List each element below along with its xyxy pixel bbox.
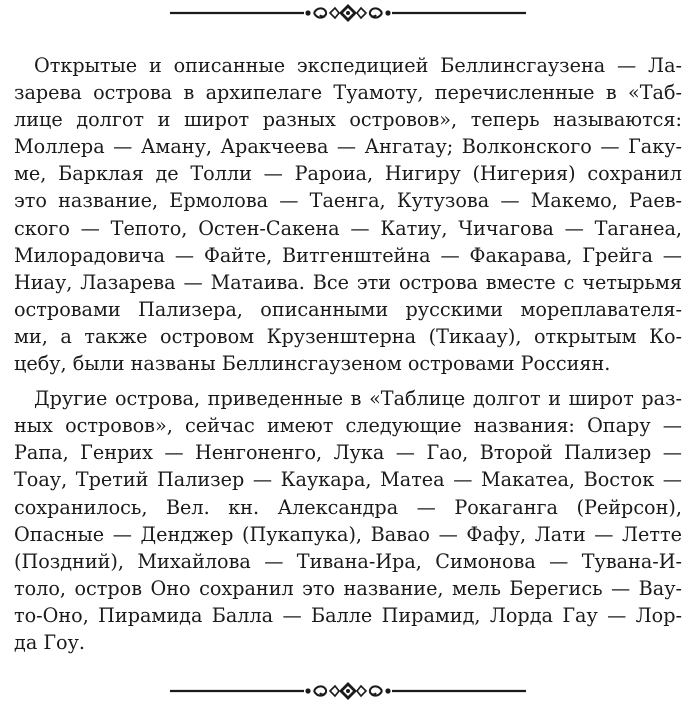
text-line: сохранилось, Вел. кн. Александра — Рокаганга (Рейрсон), <box>14 495 682 519</box>
text-line: Тоау, Третий Пализер — Каукара, Матеа — Макатеа, Восток — <box>14 468 682 492</box>
text-line: это название, Ермолова — Таенга, Кутузова — Макемо, Раев- <box>14 189 682 213</box>
text-line: Другие острова, приведенные в «Таблице долгот и широт раз- <box>34 387 682 411</box>
top-ornament-divider <box>0 2 696 24</box>
ornament-icon <box>168 680 528 702</box>
text-line: лице долгот и широт разных островов», теперь называются: <box>14 108 682 132</box>
text-line: ского — Тепото, Остен-Сакена — Катиу, Чичагова — Таганеа, <box>14 216 682 240</box>
text-line: островами Пализера, описанными русскими мореплавателя- <box>14 297 682 321</box>
bottom-ornament-divider <box>0 680 696 702</box>
text-line: толо, остров Оно сохранил это название, мель Берегись — Вау- <box>14 576 682 600</box>
text-line: Опасные — Денджер (Пукапука), Вавао — Фафу, Лати — Летте <box>14 522 682 546</box>
text-line: Открытые и описанные экспедицией Беллинсгаузена — Ла- <box>34 54 682 77</box>
paragraph-gap <box>14 377 682 385</box>
text-line: Моллера — Аману, Аракчеева — Ангатау; Волконского — Гаку- <box>14 135 682 159</box>
text-line: ми, а также островом Крузенштерна (Тикаау), открытым Ко- <box>14 324 682 348</box>
text-line: ме, Барклая де Толли — Рароиа, Нигиру (Нигерия) сохранил <box>14 162 682 186</box>
ornament-icon <box>168 2 528 24</box>
text-line: (Поздний), Михайлова — Тивана-Ира, Симонова — Тувана-И- <box>14 549 682 573</box>
text-line: зарева острова в архипелаге Туамоту, перечисленные в «Таб- <box>14 81 682 105</box>
paragraph-2 <box>14 385 682 656</box>
text-line: Рапа, Генрих — Ненгоненго, Лука — Гао, Второй Пализер — <box>14 441 682 465</box>
text-line: да Гоу. <box>14 630 85 654</box>
text-line: то-Оно, Пирамида Балла — Балле Пирамид, Лорда Гау — Лор- <box>14 603 682 627</box>
text-block <box>14 52 682 656</box>
text-line: Ниау, Лазарева — Матаива. Все эти острова вместе с четырьмя <box>14 270 682 294</box>
text-line: Милорадовича — Файте, Витгенштейна — Факарава, Грейга — <box>14 243 682 267</box>
text-line: ных островов», сейчас имеют следующие названия: Опару — <box>14 414 682 438</box>
paragraph-1 <box>14 52 682 377</box>
text-line: цебу, были названы Беллинсгаузеном островами Россиян. <box>14 352 611 376</box>
